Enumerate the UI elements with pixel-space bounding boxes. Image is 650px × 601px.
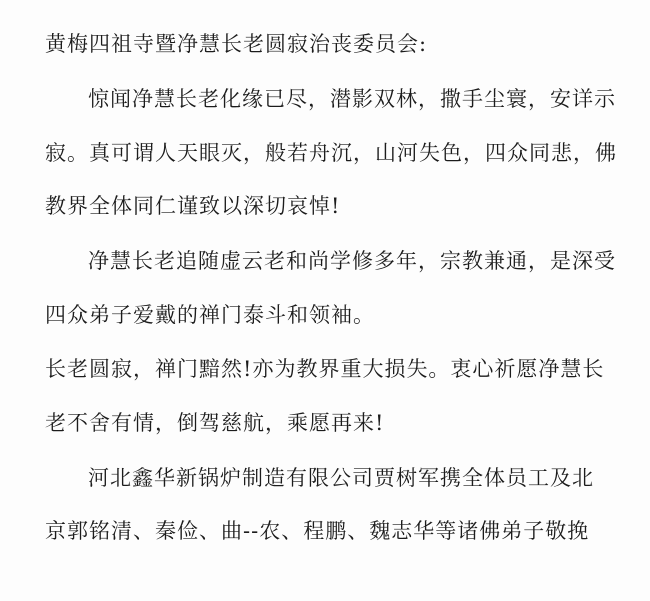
body-line-5: 四众弟子爱戴的禅门泰斗和领袖。 (45, 303, 375, 327)
body-line-6: 长老圆寂，禅门黯然!亦为教界重大损失。衷心祈愿净慧长 (45, 357, 605, 381)
body-line-2: 寂。真可谓人天眼灭，般若舟沉，山河失色，四众同悲，佛 (45, 141, 617, 165)
body-line-1: 惊闻净慧长老化缘已尽，潜影双林，撒手尘寰，安详示 (88, 87, 616, 111)
body-line-4: 净慧长老追随虚云老和尚学修多年，宗教兼通，是深受 (88, 249, 616, 273)
salutation-line: 黄梅四祖寺暨净慧长老圆寂治丧委员会: (45, 32, 428, 56)
body-line-7: 老不舍有情，倒驾慈航，乘愿再来! (45, 411, 385, 435)
signature-line-1: 河北鑫华新锅炉制造有限公司贾树军携全体员工及北 (88, 466, 594, 490)
body-line-3: 教界全体同仁谨致以深切哀悼! (45, 194, 341, 218)
signature-line-2: 京郭铭清、秦俭、曲--农、程鹏、魏志华等诸佛弟子敬挽 (45, 519, 590, 543)
